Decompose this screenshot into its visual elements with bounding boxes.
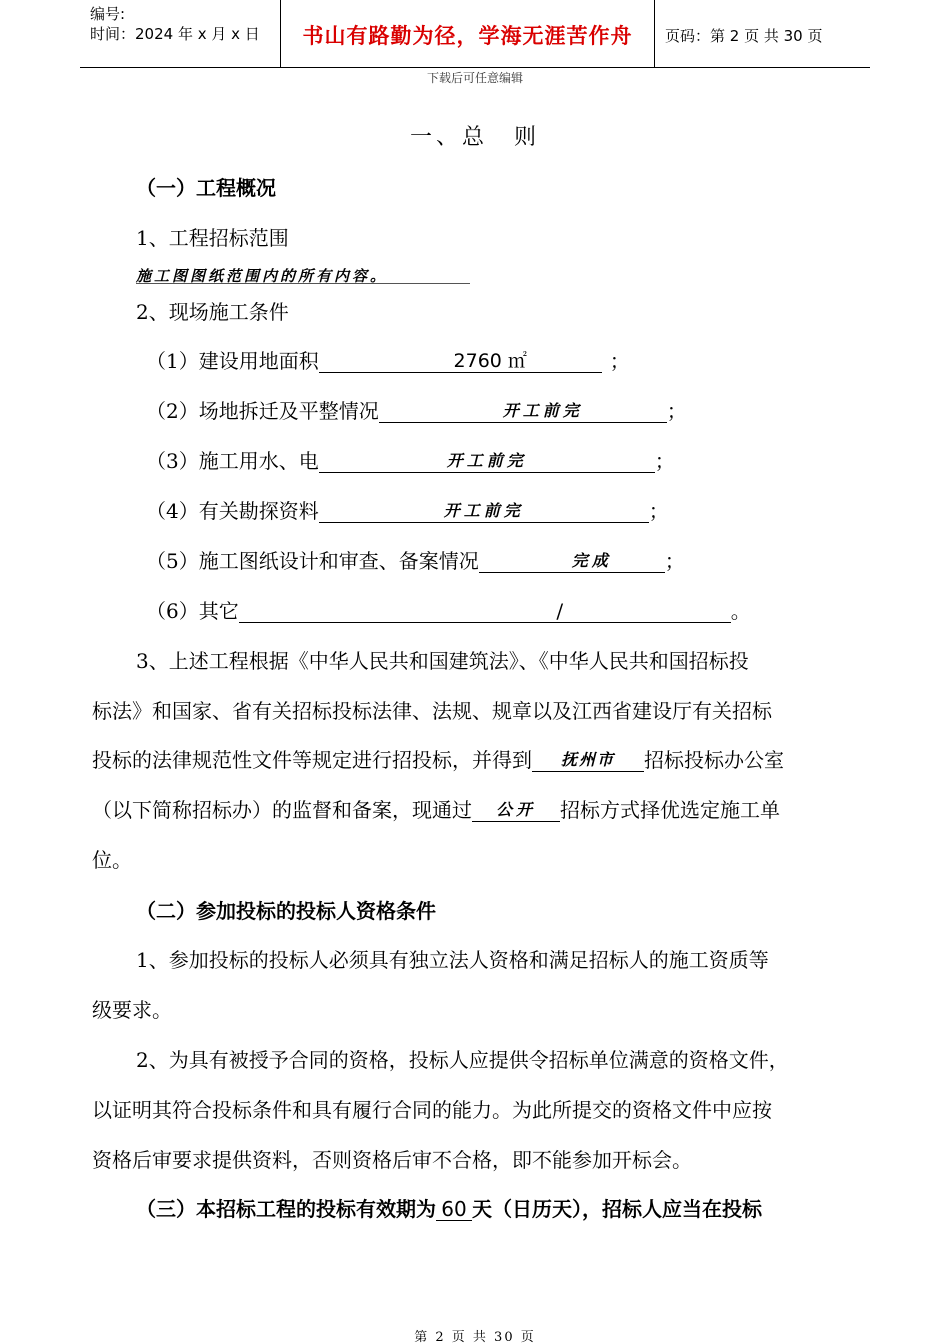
condition-site-clearance-label: （2）场地拆迁及平整情况 — [146, 399, 379, 423]
condition-water-power-label: （3）施工用水、电 — [146, 449, 319, 473]
page-header — [80, 0, 870, 68]
supervising-city: 抚州市 — [532, 749, 644, 772]
header-meta — [80, 0, 280, 68]
item-bid-scope: 1、工程招标范围 — [136, 226, 289, 250]
para-legal-basis-line2: 标法》和国家、省有关招标投标法律、法规、规章以及江西省建设厅有关招标 — [92, 699, 772, 723]
semicolon: ； — [666, 399, 687, 423]
para-legal-basis-line4 — [92, 798, 780, 822]
condition-drawings-review-value: 完成 — [479, 550, 665, 573]
condition-other — [146, 599, 751, 623]
section-title: 一、总 则 — [409, 125, 540, 150]
heading-bidder-qualification: （二）参加投标的投标人资格条件 — [136, 899, 436, 923]
period: 。 — [730, 599, 751, 623]
document-time: 时间：2024 年 x 月 x 日 — [90, 25, 260, 43]
item-site-conditions: 2、现场施工条件 — [136, 300, 289, 324]
condition-other-value: / — [239, 600, 731, 623]
para-legal-basis-line4-tail: 招标方式择优选定施工单 — [560, 798, 780, 822]
para-qualification-1-line1: 1、参加投标的投标人必须具有独立法人资格和满足招标人的施工资质等 — [136, 948, 769, 972]
condition-survey-data-value: 开工前完 — [319, 500, 649, 523]
semicolon: ； — [654, 449, 675, 473]
condition-drawings-review-label: （5）施工图纸设计和审查、备案情况 — [146, 549, 479, 573]
condition-other-label: （6）其它 — [146, 599, 239, 623]
semicolon: ； — [609, 349, 630, 373]
semicolon: ； — [664, 549, 685, 573]
document-number-label: 编号: — [90, 5, 126, 23]
condition-site-clearance — [146, 399, 687, 423]
para-legal-basis-line1: 3、上述工程根据《中华人民共和国建筑法》、《中华人民共和国招标投 — [136, 649, 749, 673]
header-motto: 书山有路勤为径，学海无涯苦作舟 — [302, 24, 633, 48]
edit-note: 下载后可任意编辑 — [426, 71, 523, 85]
validity-period-tail: 天（日历天），招标人应当在投标 — [472, 1197, 762, 1221]
page-footer: 第 2 页 共 30 页 — [414, 1330, 536, 1344]
condition-water-power — [146, 449, 675, 473]
validity-days: 60 — [436, 1198, 472, 1221]
para-qualification-1-line2: 级要求。 — [92, 998, 172, 1022]
condition-water-power-value: 开工前完 — [319, 450, 655, 473]
bid-scope-value-line — [136, 262, 470, 284]
condition-site-clearance-value: 开工前完 — [379, 400, 667, 423]
condition-survey-data — [146, 499, 669, 523]
para-qualification-2-line2: 以证明其符合投标条件和具有履行合同的能力。为此所提交的资格文件中应按 — [92, 1098, 772, 1122]
semicolon: ； — [648, 499, 669, 523]
condition-land-area-label: （1）建设用地面积 — [146, 349, 319, 373]
header-page-info: 页码：第 2 页 共 30 页 — [665, 27, 823, 45]
heading-project-overview: （一）工程概况 — [136, 176, 276, 200]
para-legal-basis-line3 — [92, 748, 784, 772]
condition-land-area-value: 2760 ㎡ — [319, 350, 602, 373]
condition-drawings-review — [146, 549, 685, 573]
heading-validity-period — [136, 1197, 762, 1221]
para-legal-basis-line3-tail: 招标投标办公室 — [644, 748, 784, 772]
validity-period-text: （三）本招标工程的投标有效期为 — [136, 1197, 436, 1221]
para-qualification-2-line3: 资格后审要求提供资料，否则资格后审不合格，即不能参加开标会。 — [92, 1148, 692, 1172]
condition-land-area — [146, 349, 630, 373]
tender-mode: 公开 — [472, 799, 560, 822]
condition-survey-data-label: （4）有关勘探资料 — [146, 499, 319, 523]
header-motto-cell — [280, 0, 655, 68]
para-qualification-2-line1: 2、为具有被授予合同的资格，投标人应提供令招标单位满意的资格文件， — [136, 1048, 789, 1072]
bid-scope-value: 施工图图纸范围内的所有内容。 — [136, 267, 389, 285]
para-legal-basis-line3-text: 投标的法律规范性文件等规定进行招投标，并得到 — [92, 748, 532, 772]
para-legal-basis-line5: 位。 — [92, 848, 132, 872]
para-legal-basis-line4-text: （以下简称招标办）的监督和备案，现通过 — [92, 798, 472, 822]
